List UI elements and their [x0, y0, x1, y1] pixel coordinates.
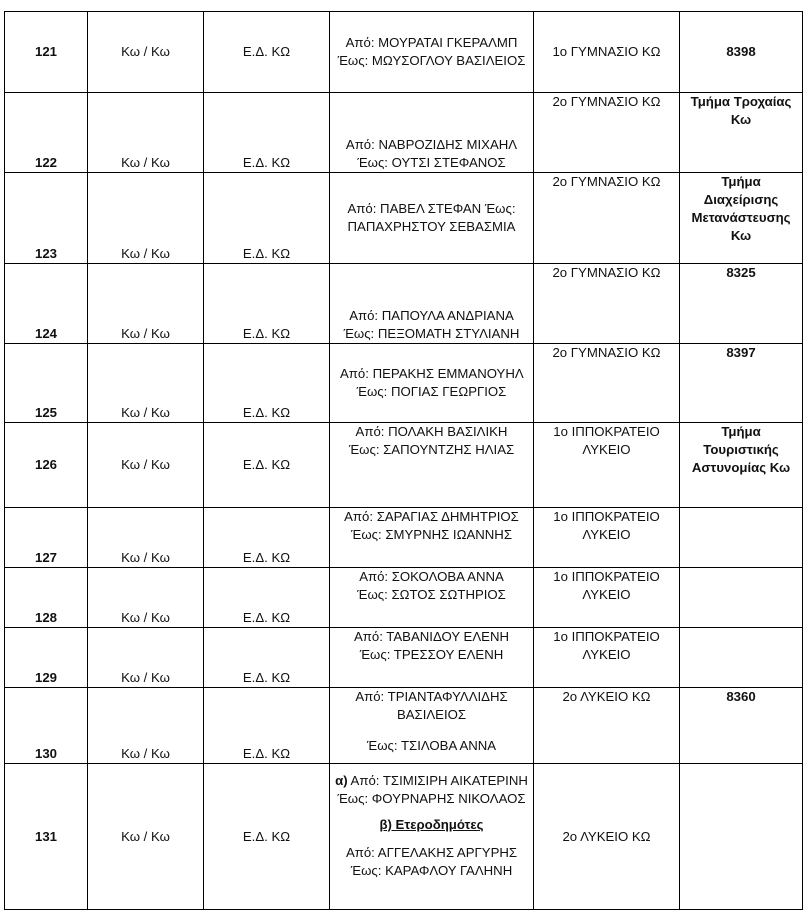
municipality: Κω / Κω	[88, 688, 204, 764]
voter-range	[330, 628, 534, 688]
station-code: 8397	[680, 344, 803, 423]
municipality: Κω / Κω	[88, 423, 204, 508]
court: Ε.Δ. ΚΩ	[204, 688, 330, 764]
range-to: Έως: ΤΡΕΣΣΟΥ ΕΛΕΝΗ	[359, 647, 504, 662]
row-number: 123	[5, 173, 88, 264]
venue: 2ο ΓΥΜΝΑΣΙΟ ΚΩ	[534, 173, 680, 264]
venue: 2ο ΓΥΜΝΑΣΙΟ ΚΩ	[534, 344, 680, 423]
range-from: Από: ΝΑΒΡΟΖΙΔΗΣ ΜΙΧΑΗΛ	[345, 137, 518, 152]
row-number: 126	[5, 423, 88, 508]
table-row	[5, 93, 803, 173]
venue: 1ο ΓΥΜΝΑΣΙΟ ΚΩ	[534, 12, 680, 93]
range-from: Από: ΠΟΛΑΚΗ ΒΑΣΙΛΙΚΗ	[355, 424, 508, 439]
table-row	[5, 344, 803, 423]
range-to: Έως: ΣΑΠΟΥΝΤΖΗΣ ΗΛΙΑΣ	[348, 442, 515, 457]
municipality: Κω / Κω	[88, 173, 204, 264]
venue: 1ο ΙΠΠΟΚΡΑΤΕΙΟ ΛΥΚΕΙΟ	[534, 423, 680, 508]
row-number: 131	[5, 764, 88, 910]
court: Ε.Δ. ΚΩ	[204, 344, 330, 423]
range-to: Έως: ΠΟΓΙΑΣ ΓΕΩΡΓΙΟΣ	[356, 384, 507, 399]
court: Ε.Δ. ΚΩ	[204, 568, 330, 628]
row-number: 127	[5, 508, 88, 568]
station-code	[680, 508, 803, 568]
table-row	[5, 12, 803, 93]
range-from: Από: ΜΟΥΡΑΤΑΙ ΓΚΕΡΑΛΜΠ	[345, 35, 518, 50]
table-row	[5, 568, 803, 628]
range-to: Έως: ΠΑΠΑΧΡΗΣΤΟΥ ΣΕΒΑΣΜΙΑ	[347, 201, 516, 234]
row-number: 129	[5, 628, 88, 688]
table-row	[5, 423, 803, 508]
municipality: Κω / Κω	[88, 628, 204, 688]
voter-range	[330, 264, 534, 344]
municipality: Κω / Κω	[88, 93, 204, 173]
station-code: 8325	[680, 264, 803, 344]
venue: 2ο ΛΥΚΕΙΟ ΚΩ	[534, 764, 680, 910]
voter-range	[330, 344, 534, 423]
venue: 2ο ΓΥΜΝΑΣΙΟ ΚΩ	[534, 93, 680, 173]
range-from: Από: ΤΑΒΑΝΙΔΟΥ ΕΛΕΝΗ	[353, 629, 509, 644]
station-code	[680, 568, 803, 628]
part-a-label: α)	[335, 773, 348, 788]
station-code: 8398	[680, 12, 803, 93]
station-code: Τμήμα Τροχαίας Κω	[680, 93, 803, 173]
court: Ε.Δ. ΚΩ	[204, 173, 330, 264]
row-number: 121	[5, 12, 88, 93]
court: Ε.Δ. ΚΩ	[204, 508, 330, 568]
venue: 2ο ΓΥΜΝΑΣΙΟ ΚΩ	[534, 264, 680, 344]
station-code	[680, 764, 803, 910]
range-from-b: Από: ΑΓΓΕΛΑΚΗΣ ΑΡΓΥΡΗΣ	[345, 845, 518, 860]
range-from: Από: ΠΑΠΟΥΛΑ ΑΝΔΡΙΑΝΑ	[349, 308, 514, 323]
table-row	[5, 764, 803, 910]
table-row	[5, 264, 803, 344]
range-to: Έως: ΟΥΤΣΙ ΣΤΕΦΑΝΟΣ	[357, 155, 506, 170]
range-to-b: Έως: ΚΑΡΑΦΛΟΥ ΓΑΛΗΝΗ	[350, 863, 513, 878]
row-number: 128	[5, 568, 88, 628]
table-row	[5, 173, 803, 264]
municipality: Κω / Κω	[88, 508, 204, 568]
range-to: Έως: ΜΩΥΣΟΓΛΟΥ ΒΑΣΙΛΕΙΟΣ	[337, 53, 526, 68]
municipality: Κω / Κω	[88, 568, 204, 628]
station-code: Τμήμα Διαχείρισης Μετανάστευσης Κω	[680, 173, 803, 264]
venue: 1ο ΙΠΠΟΚΡΑΤΕΙΟ ΛΥΚΕΙΟ	[534, 508, 680, 568]
court: Ε.Δ. ΚΩ	[204, 764, 330, 910]
range-from: Από: ΤΡΙΑΝΤΑΦΥΛΛΙΔΗΣ ΒΑΣΙΛΕΙΟΣ	[355, 689, 508, 722]
voter-range	[330, 173, 534, 264]
court: Ε.Δ. ΚΩ	[204, 264, 330, 344]
municipality: Κω / Κω	[88, 264, 204, 344]
table-row	[5, 688, 803, 764]
voter-range	[330, 12, 534, 93]
venue: 2ο ΛΥΚΕΙΟ ΚΩ	[534, 688, 680, 764]
range-to: Έως: ΤΣΙΛΟΒΑ ΑΝΝΑ	[366, 738, 497, 753]
row-number: 124	[5, 264, 88, 344]
municipality: Κω / Κω	[88, 764, 204, 910]
row-number: 125	[5, 344, 88, 423]
part-b-label: β) Ετεροδημότες	[379, 817, 484, 832]
range-to: Έως: ΣΩΤΟΣ ΣΩΤΗΡΙΟΣ	[357, 587, 506, 602]
court: Ε.Δ. ΚΩ	[204, 93, 330, 173]
polling-stations-table	[4, 11, 803, 910]
municipality: Κω / Κω	[88, 12, 204, 93]
station-code	[680, 628, 803, 688]
voter-range	[330, 764, 534, 910]
court: Ε.Δ. ΚΩ	[204, 12, 330, 93]
range-to: Έως: ΠΕΞΟΜΑΤΗ ΣΤΥΛΙΑΝΗ	[343, 326, 520, 341]
table-row	[5, 628, 803, 688]
station-code: 8360	[680, 688, 803, 764]
row-number: 122	[5, 93, 88, 173]
range-from: Από: ΣΟΚΟΛΟΒΑ ΑΝΝΑ	[359, 569, 504, 584]
voter-range	[330, 93, 534, 173]
voter-range	[330, 508, 534, 568]
voter-range	[330, 423, 534, 508]
court: Ε.Δ. ΚΩ	[204, 628, 330, 688]
court: Ε.Δ. ΚΩ	[204, 423, 330, 508]
voter-range-part-a	[335, 772, 528, 808]
voter-range	[330, 688, 534, 764]
range-from: Από: ΣΑΡΑΓΙΑΣ ΔΗΜΗΤΡΙΟΣ	[344, 509, 519, 524]
municipality: Κω / Κω	[88, 344, 204, 423]
venue: 1ο ΙΠΠΟΚΡΑΤΕΙΟ ΛΥΚΕΙΟ	[534, 568, 680, 628]
range-to: Έως: ΣΜΥΡΝΗΣ ΙΩΑΝΝΗΣ	[351, 527, 512, 542]
range-from: Από: ΤΣΙΜΙΣΙΡΗ ΑΙΚΑΤΕΡΙΝΗ	[350, 773, 528, 788]
range-from: Από: ΠΕΡΑΚΗΣ ΕΜΜΑΝΟΥΗΛ	[340, 366, 523, 381]
station-code: Τμήμα Τουριστικής Αστυνομίας Κω	[680, 423, 803, 508]
venue: 1ο ΙΠΠΟΚΡΑΤΕΙΟ ΛΥΚΕΙΟ	[534, 628, 680, 688]
range-from: Από: ΠΑΒΕΛ ΣΤΕΦΑΝ	[347, 201, 482, 216]
table-row	[5, 508, 803, 568]
voter-range	[330, 568, 534, 628]
row-number: 130	[5, 688, 88, 764]
range-to: Έως: ΦΟΥΡΝΑΡΗΣ ΝΙΚΟΛΑΟΣ	[337, 791, 526, 806]
